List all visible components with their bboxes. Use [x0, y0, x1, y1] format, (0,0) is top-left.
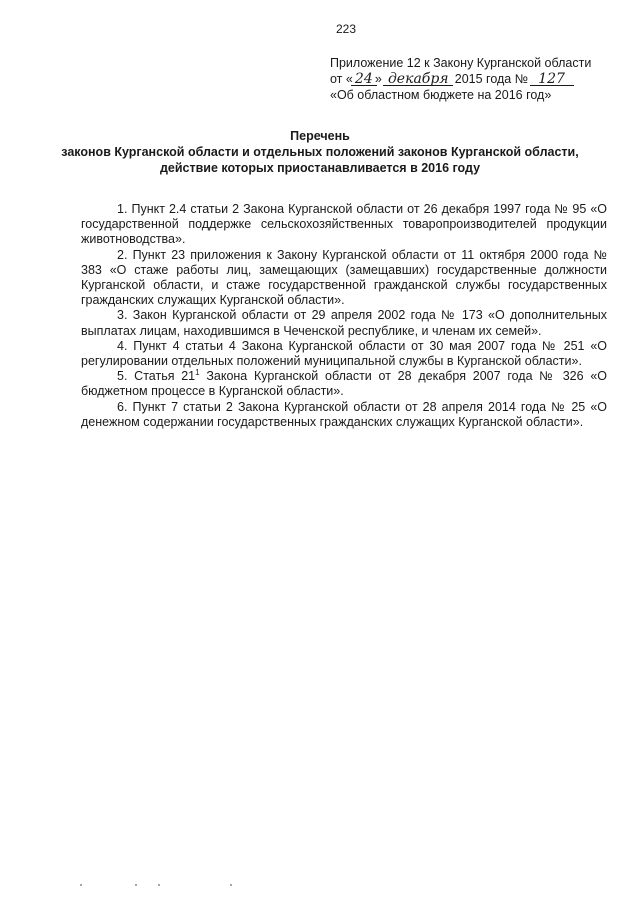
appendix-line-1: Приложение 12 к Закону Курганской области [330, 56, 592, 70]
handwritten-law-number: 127 [532, 71, 572, 87]
appendix-block [330, 55, 630, 103]
list-item: 6. Пункт 7 статьи 2 Закона Курганской области от 28 апреля 2014 года № 25 «О денежном содержании государственных гражданских служащих Курганской области». [81, 399, 607, 429]
scan-dot [230, 884, 232, 886]
document-heading: Перечень [290, 129, 350, 143]
appendix-year-label: 2015 года № [454, 72, 529, 86]
appendix-line-3: «Об областном бюджете на 2016 год» [330, 88, 552, 102]
scan-dot [80, 884, 82, 886]
list-item: 1. Пункт 2.4 статьи 2 Закона Курганской области от 26 декабря 1997 года № 95 «О государственной поддержке сельскохозяйственных товаропроизводителей продукции животноводства». [81, 202, 607, 247]
list-item-text-after: Закона Курганской области от 28 декабря 2007 года № 326 «О бюджетном процессе в Курганской области». [81, 369, 607, 399]
appendix-line-2 [330, 71, 630, 87]
list-item [81, 369, 607, 399]
appendix-date-close: » [374, 72, 382, 86]
list-item: 3. Закон Курганской области от 29 апреля 2002 года № 173 «О дополнительных выплатах лицам, находившимся в Чеченской республике, и членам их семей». [81, 308, 607, 338]
list-item: 4. Пункт 4 статьи 4 Закона Курганской области от 30 мая 2007 года № 251 «О регулировании отдельных положений муниципальной службы в Курганской области». [81, 338, 607, 369]
handwritten-day: 24 [353, 71, 375, 87]
document-body [81, 202, 607, 430]
list-item: 2. Пункт 23 приложения к Закону Курганской области от 11 октября 2000 года № 383 «О стаже работы лиц, замещающих (замещавших) государственные должности Курганской области, и стаже государственной гражданской службы государственных гражданских служащих Курганской области». [81, 247, 607, 308]
superscript: 1 [195, 368, 200, 378]
list-item-text-before: 5. Статья 21 [117, 369, 196, 384]
document-subheading: законов Курганской области и отдельных положений законов Курганской области, действие которых приостанавливается в 2016 году [61, 145, 579, 175]
page-number: 223 [335, 22, 357, 36]
handwritten-month: декабря [385, 71, 451, 87]
scan-artifact-dots [80, 884, 280, 888]
scan-dot [158, 884, 160, 886]
appendix-date-prefix: от « [330, 72, 353, 86]
scan-dot [135, 884, 137, 886]
